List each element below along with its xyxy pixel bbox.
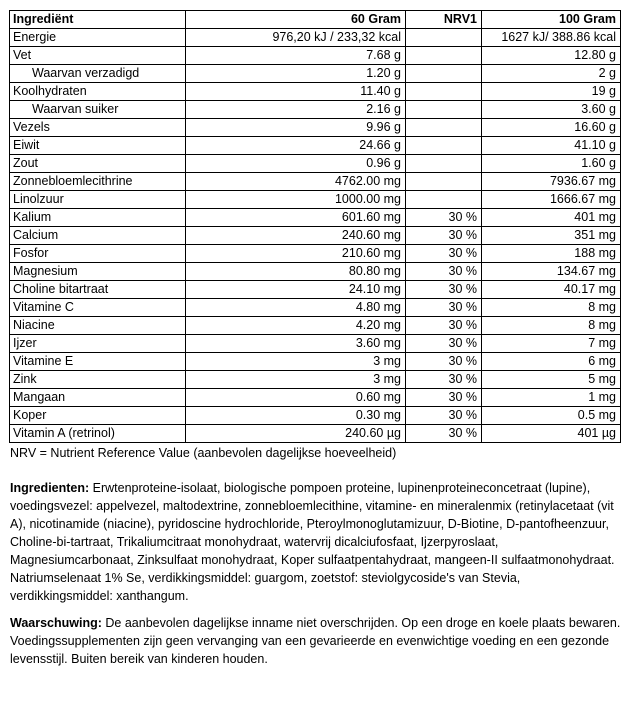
value-100g-cell: 8 mg	[482, 317, 621, 335]
table-row	[10, 281, 621, 299]
table-row	[10, 119, 621, 137]
value-60g-cell: 24.66 g	[186, 137, 406, 155]
nutrient-name-cell: Eiwit	[10, 137, 186, 155]
nrv-cell: 30 %	[406, 353, 482, 371]
value-100g-cell: 1666.67 mg	[482, 191, 621, 209]
ingredients-paragraph	[9, 479, 621, 605]
value-60g-cell: 601.60 mg	[186, 209, 406, 227]
value-100g-cell: 19 g	[482, 83, 621, 101]
value-60g-cell: 80.80 mg	[186, 263, 406, 281]
value-100g-cell: 134.67 mg	[482, 263, 621, 281]
value-60g-cell: 1.20 g	[186, 65, 406, 83]
nutrient-name-cell: Vitamine E	[10, 353, 186, 371]
header-ingredient: Ingrediënt	[10, 11, 186, 29]
table-row	[10, 47, 621, 65]
warning-paragraph	[9, 614, 621, 668]
nutrient-name-cell: Fosfor	[10, 245, 186, 263]
table-row	[10, 425, 621, 443]
nrv-cell	[406, 119, 482, 137]
nutrient-name-cell: Koolhydraten	[10, 83, 186, 101]
nutrition-table	[9, 10, 621, 443]
nutrient-name-cell: Vezels	[10, 119, 186, 137]
nrv-cell: 30 %	[406, 371, 482, 389]
value-100g-cell: 3.60 g	[482, 101, 621, 119]
value-60g-cell: 1000.00 mg	[186, 191, 406, 209]
nrv-cell	[406, 191, 482, 209]
nrv-cell: 30 %	[406, 281, 482, 299]
nutrient-name-cell: Vitamin A (retrinol)	[10, 425, 186, 443]
value-100g-cell: 7 mg	[482, 335, 621, 353]
value-100g-cell: 12.80 g	[482, 47, 621, 65]
table-row	[10, 173, 621, 191]
value-60g-cell: 9.96 g	[186, 119, 406, 137]
value-100g-cell: 0.5 mg	[482, 407, 621, 425]
value-100g-cell: 2 g	[482, 65, 621, 83]
nrv-cell	[406, 137, 482, 155]
table-row	[10, 65, 621, 83]
nrv-cell	[406, 47, 482, 65]
value-60g-cell: 2.16 g	[186, 101, 406, 119]
nrv-cell	[406, 29, 482, 47]
value-100g-cell: 351 mg	[482, 227, 621, 245]
nrv-cell: 30 %	[406, 263, 482, 281]
nutrient-name-cell: Zonnebloemlecithrine	[10, 173, 186, 191]
ingredients-label: Ingredienten:	[10, 481, 90, 495]
value-60g-cell: 3 mg	[186, 353, 406, 371]
nrv-cell	[406, 65, 482, 83]
warning-label: Waarschuwing:	[10, 616, 102, 630]
value-100g-cell: 41.10 g	[482, 137, 621, 155]
value-60g-cell: 0.30 mg	[186, 407, 406, 425]
value-100g-cell: 16.60 g	[482, 119, 621, 137]
value-60g-cell: 0.96 g	[186, 155, 406, 173]
nrv-cell	[406, 83, 482, 101]
table-row	[10, 407, 621, 425]
table-row	[10, 371, 621, 389]
value-100g-cell: 401 µg	[482, 425, 621, 443]
table-body	[10, 29, 621, 443]
value-60g-cell: 240.60 mg	[186, 227, 406, 245]
table-row	[10, 317, 621, 335]
value-60g-cell: 7.68 g	[186, 47, 406, 65]
table-row	[10, 29, 621, 47]
value-60g-cell: 4762.00 mg	[186, 173, 406, 191]
value-60g-cell: 11.40 g	[186, 83, 406, 101]
nrv-cell: 30 %	[406, 317, 482, 335]
table-row	[10, 353, 621, 371]
nutrient-name-cell: Mangaan	[10, 389, 186, 407]
value-60g-cell: 4.80 mg	[186, 299, 406, 317]
nutrient-name-cell: Koper	[10, 407, 186, 425]
nrv-cell: 30 %	[406, 407, 482, 425]
nutrient-name-cell: Waarvan verzadigd	[10, 65, 186, 83]
nrv-cell: 30 %	[406, 245, 482, 263]
value-100g-cell: 1 mg	[482, 389, 621, 407]
value-100g-cell: 1.60 g	[482, 155, 621, 173]
nrv-cell	[406, 101, 482, 119]
nrv-cell: 30 %	[406, 389, 482, 407]
nutrient-name-cell: Waarvan suiker	[10, 101, 186, 119]
value-60g-cell: 3.60 mg	[186, 335, 406, 353]
table-row	[10, 155, 621, 173]
table-row	[10, 101, 621, 119]
header-60-gram: 60 Gram	[186, 11, 406, 29]
table-row	[10, 263, 621, 281]
nrv-cell: 30 %	[406, 299, 482, 317]
value-100g-cell: 6 mg	[482, 353, 621, 371]
value-100g-cell: 8 mg	[482, 299, 621, 317]
value-100g-cell: 1627 kJ/ 388.86 kcal	[482, 29, 621, 47]
table-row	[10, 227, 621, 245]
value-60g-cell: 0.60 mg	[186, 389, 406, 407]
nrv-cell	[406, 173, 482, 191]
nutrient-name-cell: Zout	[10, 155, 186, 173]
table-row	[10, 209, 621, 227]
nrv-footnote: NRV = Nutrient Reference Value (aanbevolen dagelijkse hoeveelheid)	[10, 446, 397, 460]
nrv-cell	[406, 155, 482, 173]
table-row	[10, 191, 621, 209]
value-100g-cell: 188 mg	[482, 245, 621, 263]
nutrient-name-cell: Linolzuur	[10, 191, 186, 209]
nutrient-name-cell: Zink	[10, 371, 186, 389]
nutrient-name-cell: Calcium	[10, 227, 186, 245]
nutrient-name-cell: Vet	[10, 47, 186, 65]
value-100g-cell: 7936.67 mg	[482, 173, 621, 191]
value-60g-cell: 3 mg	[186, 371, 406, 389]
nutrient-name-cell: Vitamine C	[10, 299, 186, 317]
nrv-cell: 30 %	[406, 425, 482, 443]
nutrient-name-cell: Ijzer	[10, 335, 186, 353]
nutrient-name-cell: Kalium	[10, 209, 186, 227]
header-nrv: NRV1	[406, 11, 482, 29]
value-60g-cell: 240.60 µg	[186, 425, 406, 443]
warning-text: De aanbevolen dagelijkse inname niet overschrijden. Op een droge en koele plaats bewaren. Voedingssupplementen zijn geen vervanging van een gevarieerde en evenwichtige voeding en een gezonde levensstijl. Buiten bereik van kinderen houden.	[10, 616, 621, 666]
nutrient-name-cell: Energie	[10, 29, 186, 47]
header-100-gram: 100 Gram	[482, 11, 621, 29]
table-row	[10, 245, 621, 263]
ingredients-text: Erwtenproteine-isolaat, biologische pompoen proteine, lupinenproteineconcetraat (lupine), voedingsvezel: appelvezel, maltodextrine, zonnebloemlecithine, vitamine- en mineralenmix (retinylacetaat (vit A), nicotinamide (niacine), pyridoscine hydrochloride, Pteroylmonoglutamizuur, D-Biotine, D-pantofheenzuur, Choline-bi-tartraat, Trikaliumcitraat monohydraat, watervrij dicalciufosfaat, Ijzerpyroslaat, Magnesiumcarbonaat, Zinksulfaat monohydraat, Koper sulfaatpentahydraat, mangeen-II sulfaatmonohydraat. Natriumselenaat 1% Se, verdikkingsmiddel: guargom, zoetstof: steviolgycoside's van Stevia, verdikkingsmiddel: xanthangum.	[10, 481, 615, 603]
value-100g-cell: 5 mg	[482, 371, 621, 389]
table-row	[10, 389, 621, 407]
value-60g-cell: 4.20 mg	[186, 317, 406, 335]
value-100g-cell: 40.17 mg	[482, 281, 621, 299]
table-row	[10, 137, 621, 155]
nutrient-name-cell: Niacine	[10, 317, 186, 335]
nutrient-name-cell: Magnesium	[10, 263, 186, 281]
nrv-cell: 30 %	[406, 227, 482, 245]
nutrient-name-cell: Choline bitartraat	[10, 281, 186, 299]
table-row	[10, 83, 621, 101]
table-row	[10, 299, 621, 317]
value-60g-cell: 24.10 mg	[186, 281, 406, 299]
table-header-row	[10, 11, 621, 29]
value-100g-cell: 401 mg	[482, 209, 621, 227]
value-60g-cell: 976,20 kJ / 233,32 kcal	[186, 29, 406, 47]
nrv-cell: 30 %	[406, 335, 482, 353]
table-row	[10, 335, 621, 353]
nrv-cell: 30 %	[406, 209, 482, 227]
value-60g-cell: 210.60 mg	[186, 245, 406, 263]
